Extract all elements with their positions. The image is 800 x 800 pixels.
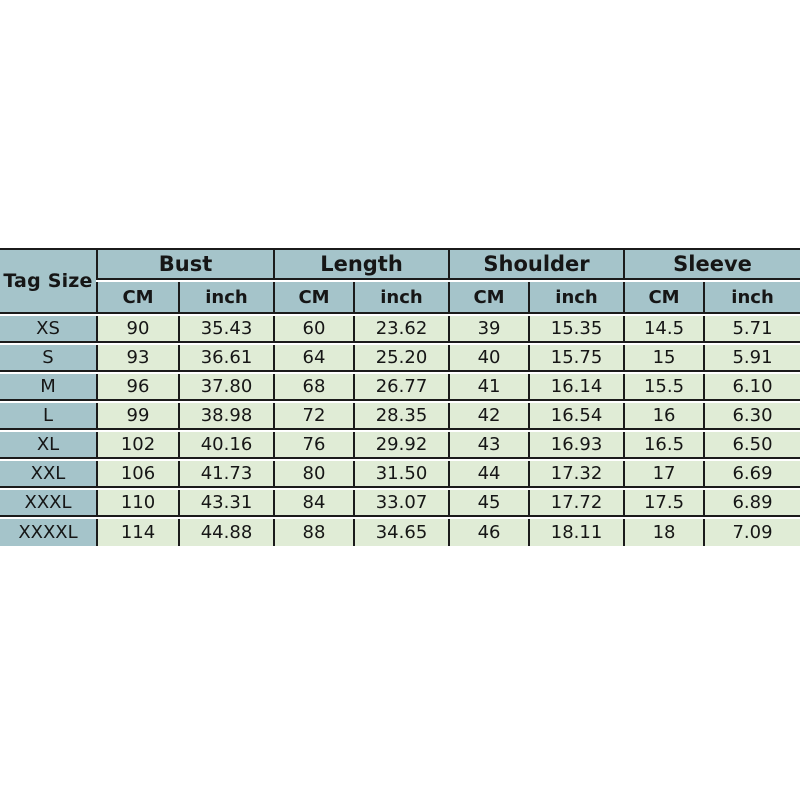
size-row-xxxl — [0, 490, 800, 517]
tag-size-cell: XL — [0, 432, 96, 459]
measurement-cell: 114 — [96, 519, 178, 546]
measurement-cell: 42 — [448, 403, 528, 430]
unit-header-length-cm: CM — [273, 282, 353, 314]
measurement-cell: 106 — [96, 461, 178, 488]
measurement-cell: 5.71 — [703, 316, 800, 343]
measurement-cell: 6.50 — [703, 432, 800, 459]
tag-size-cell: XS — [0, 316, 96, 343]
size-row-xxxxl — [0, 519, 800, 546]
header-unit-row — [0, 282, 800, 314]
group-header-shoulder: Shoulder — [448, 248, 623, 280]
measurement-cell: 33.07 — [353, 490, 448, 517]
measurement-cell: 35.43 — [178, 316, 273, 343]
measurement-cell: 15.75 — [528, 345, 623, 372]
measurement-cell: 6.10 — [703, 374, 800, 401]
size-row-xxl — [0, 461, 800, 488]
measurement-cell: 39 — [448, 316, 528, 343]
measurement-cell: 43 — [448, 432, 528, 459]
size-row-m — [0, 374, 800, 401]
measurement-cell: 44 — [448, 461, 528, 488]
measurement-cell: 76 — [273, 432, 353, 459]
size-row-xs — [0, 316, 800, 343]
measurement-cell: 41.73 — [178, 461, 273, 488]
size-chart-table — [0, 246, 800, 548]
unit-header-length-inch: inch — [353, 282, 448, 314]
measurement-cell: 102 — [96, 432, 178, 459]
measurement-cell: 45 — [448, 490, 528, 517]
measurement-cell: 72 — [273, 403, 353, 430]
header-group-row — [0, 248, 800, 280]
measurement-cell: 40.16 — [178, 432, 273, 459]
measurement-cell: 17 — [623, 461, 703, 488]
measurement-cell: 88 — [273, 519, 353, 546]
measurement-cell: 16.14 — [528, 374, 623, 401]
tag-size-cell: M — [0, 374, 96, 401]
tag-size-cell: XXL — [0, 461, 96, 488]
measurement-cell: 99 — [96, 403, 178, 430]
measurement-cell: 64 — [273, 345, 353, 372]
measurement-cell: 23.62 — [353, 316, 448, 343]
measurement-cell: 14.5 — [623, 316, 703, 343]
measurement-cell: 5.91 — [703, 345, 800, 372]
measurement-cell: 40 — [448, 345, 528, 372]
measurement-cell: 17.5 — [623, 490, 703, 517]
tag-size-cell: XXXXL — [0, 519, 96, 546]
measurement-cell: 44.88 — [178, 519, 273, 546]
unit-header-sleeve-inch: inch — [703, 282, 800, 314]
measurement-cell: 31.50 — [353, 461, 448, 488]
tag-size-cell: XXXL — [0, 490, 96, 517]
measurement-cell: 36.61 — [178, 345, 273, 372]
measurement-cell: 93 — [96, 345, 178, 372]
measurement-cell: 29.92 — [353, 432, 448, 459]
size-row-xl — [0, 432, 800, 459]
measurement-cell: 15.35 — [528, 316, 623, 343]
measurement-cell: 6.30 — [703, 403, 800, 430]
tag-size-cell: L — [0, 403, 96, 430]
measurement-cell: 15 — [623, 345, 703, 372]
tag-size-cell: S — [0, 345, 96, 372]
size-row-l — [0, 403, 800, 430]
measurement-cell: 16.5 — [623, 432, 703, 459]
measurement-cell: 46 — [448, 519, 528, 546]
measurement-cell: 90 — [96, 316, 178, 343]
measurement-cell: 17.32 — [528, 461, 623, 488]
measurement-cell: 110 — [96, 490, 178, 517]
measurement-cell: 6.69 — [703, 461, 800, 488]
measurement-cell: 17.72 — [528, 490, 623, 517]
measurement-cell: 38.98 — [178, 403, 273, 430]
size-row-s — [0, 345, 800, 372]
measurement-cell: 16.93 — [528, 432, 623, 459]
measurement-cell: 18 — [623, 519, 703, 546]
unit-header-shoulder-inch: inch — [528, 282, 623, 314]
measurement-cell: 15.5 — [623, 374, 703, 401]
group-header-length: Length — [273, 248, 448, 280]
unit-header-bust-inch: inch — [178, 282, 273, 314]
measurement-cell: 25.20 — [353, 345, 448, 372]
measurement-cell: 6.89 — [703, 490, 800, 517]
measurement-cell: 41 — [448, 374, 528, 401]
measurement-cell: 16.54 — [528, 403, 623, 430]
measurement-cell: 80 — [273, 461, 353, 488]
measurement-cell: 68 — [273, 374, 353, 401]
unit-header-bust-cm: CM — [96, 282, 178, 314]
measurement-cell: 16 — [623, 403, 703, 430]
measurement-cell: 7.09 — [703, 519, 800, 546]
unit-header-shoulder-cm: CM — [448, 282, 528, 314]
measurement-cell: 37.80 — [178, 374, 273, 401]
unit-header-sleeve-cm: CM — [623, 282, 703, 314]
group-header-sleeve: Sleeve — [623, 248, 800, 280]
measurement-cell: 18.11 — [528, 519, 623, 546]
measurement-cell: 60 — [273, 316, 353, 343]
measurement-cell: 84 — [273, 490, 353, 517]
group-header-bust: Bust — [96, 248, 273, 280]
measurement-cell: 43.31 — [178, 490, 273, 517]
measurement-cell: 96 — [96, 374, 178, 401]
measurement-cell: 26.77 — [353, 374, 448, 401]
measurement-cell: 28.35 — [353, 403, 448, 430]
measurement-cell: 34.65 — [353, 519, 448, 546]
corner-header-tag-size: Tag Size — [0, 248, 96, 314]
